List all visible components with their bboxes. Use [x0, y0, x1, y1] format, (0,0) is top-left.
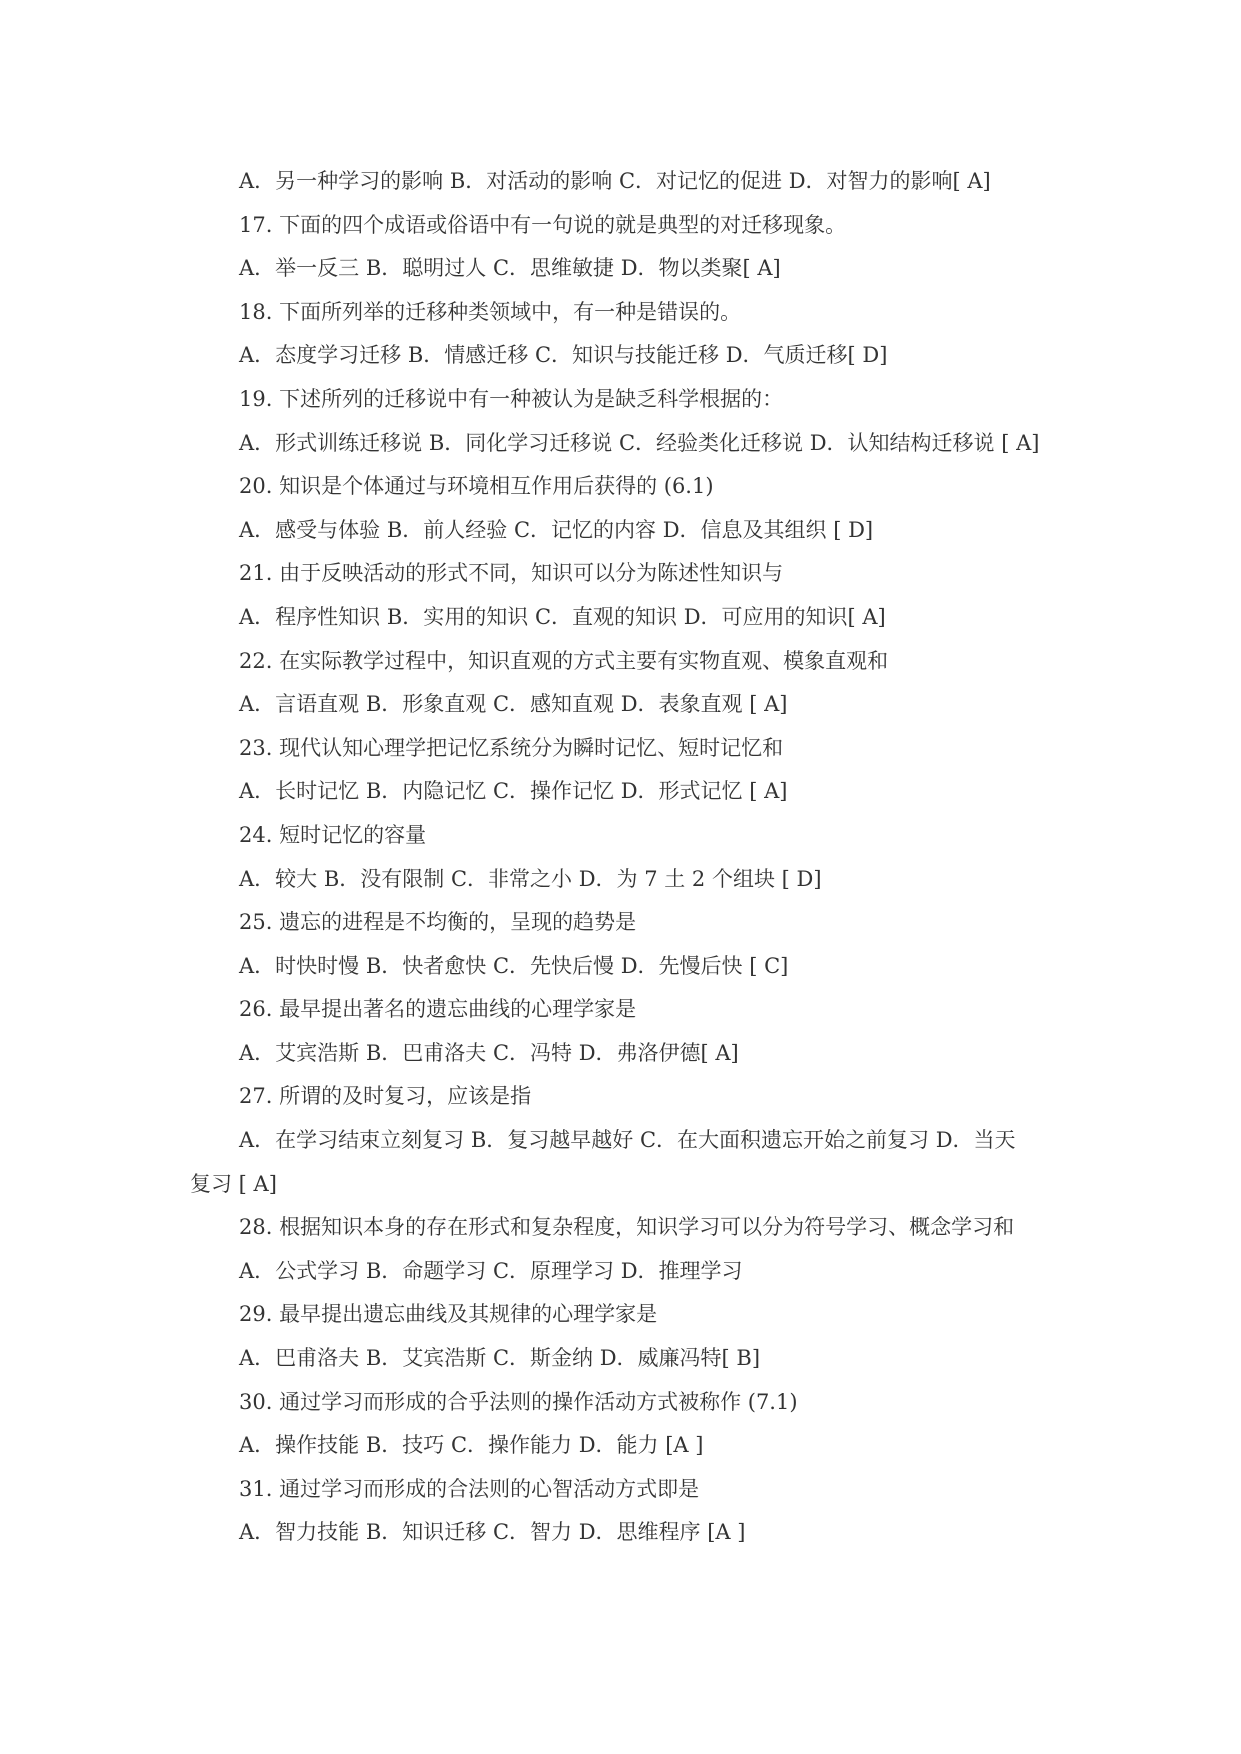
answer-options-line: A．长时记忆 B．内隐记忆 C．操作记忆 D．形式记忆 [ A]	[239, 779, 788, 804]
answer-options-line: A．操作技能 B．技巧 C．操作能力 D．能力 [A ]	[239, 1433, 704, 1458]
answer-options-line: A．较大 B．没有限制 C．非常之小 D．为 7 土 2 个组块 [ D]	[239, 866, 822, 891]
question-line: 30. 通过学习而形成的合乎法则的操作活动方式被称作 (7.1)	[239, 1389, 798, 1414]
answer-options-line: A．形式训练迁移说 B．同化学习迁移说 C．经验类化迁移说 D．认知结构迁移说 [ A]	[239, 430, 1040, 455]
answer-options-line: A．公式学习 B．命题学习 C．原理学习 D．推理学习	[239, 1258, 743, 1283]
document-body	[190, 160, 1070, 1555]
answer-options-line: A．言语直观 B．形象直观 C．感知直观 D．表象直观 [ A]	[239, 692, 788, 717]
answer-options-line: A．巴甫洛夫 B．艾宾浩斯 C．斯金纳 D．威廉冯特[ B]	[239, 1346, 761, 1371]
question-line: 23. 现代认知心理学把记忆系统分为瞬时记忆、短时记忆和	[239, 735, 784, 760]
answer-options-line: A．艾宾浩斯 B．巴甫洛夫 C．冯特 D．弗洛伊德[ A]	[239, 1040, 739, 1065]
question-line: 25. 遗忘的进程是不均衡的，呈现的趋势是	[239, 910, 637, 935]
answer-options-line: A．智力技能 B．知识迁移 C．智力 D．思维程序 [A ]	[239, 1520, 746, 1545]
answer-options-line: A．举一反三 B．聪明过人 C．思维敏捷 D．物以类聚[ A]	[239, 256, 781, 281]
answer-options-line: A．感受与体验 B．前人经验 C．记忆的内容 D．信息及其组织 [ D]	[239, 517, 874, 542]
question-line: 22. 在实际教学过程中，知识直观的方式主要有实物直观、模象直观和	[239, 648, 889, 673]
question-line: 31. 通过学习而形成的合法则的心智活动方式即是	[239, 1476, 700, 1501]
answer-options-line: A．态度学习迁移 B．情感迁移 C．知识与技能迁移 D．气质迁移[ D]	[239, 343, 888, 368]
question-line: 21. 由于反映活动的形式不同，知识可以分为陈述性知识与	[239, 561, 784, 586]
question-line: 27. 所谓的及时复习，应该是指	[239, 1084, 532, 1109]
question-line: 19. 下述所列的迁移说中有一种被认为是缺乏科学根据的：	[239, 386, 784, 411]
text-line: 复习 [ A]	[190, 1171, 277, 1196]
question-line: 20. 知识是个体通过与环境相互作用后获得的 (6.1)	[239, 474, 714, 499]
answer-options-line: A．时快时慢 B．快者愈快 C．先快后慢 D．先慢后快 [ C]	[239, 953, 789, 978]
answer-options-line: A．程序性知识 B．实用的知识 C．直观的知识 D．可应用的知识[ A]	[239, 604, 886, 629]
question-line: 17. 下面的四个成语或俗语中有一句说的就是典型的对迁移现象。	[239, 212, 847, 237]
question-line: 24. 短时记忆的容量	[239, 822, 427, 847]
question-line: 28. 根据知识本身的存在形式和复杂程度，知识学习可以分为符号学习、概念学习和	[239, 1215, 1015, 1240]
question-line: 29. 最早提出遗忘曲线及其规律的心理学家是	[239, 1302, 658, 1327]
answer-options-line: A．另一种学习的影响 B．对活动的影响 C．对记忆的促进 D．对智力的影响[ A]	[239, 169, 991, 193]
question-line: 18. 下面所列举的迁移种类领域中，有一种是错误的。	[239, 299, 742, 324]
question-line: 26. 最早提出著名的遗忘曲线的心理学家是	[239, 997, 637, 1022]
answer-options-line: A．在学习结束立刻复习 B．复习越早越好 C．在大面积遗忘开始之前复习 D．当天	[239, 1128, 1016, 1153]
